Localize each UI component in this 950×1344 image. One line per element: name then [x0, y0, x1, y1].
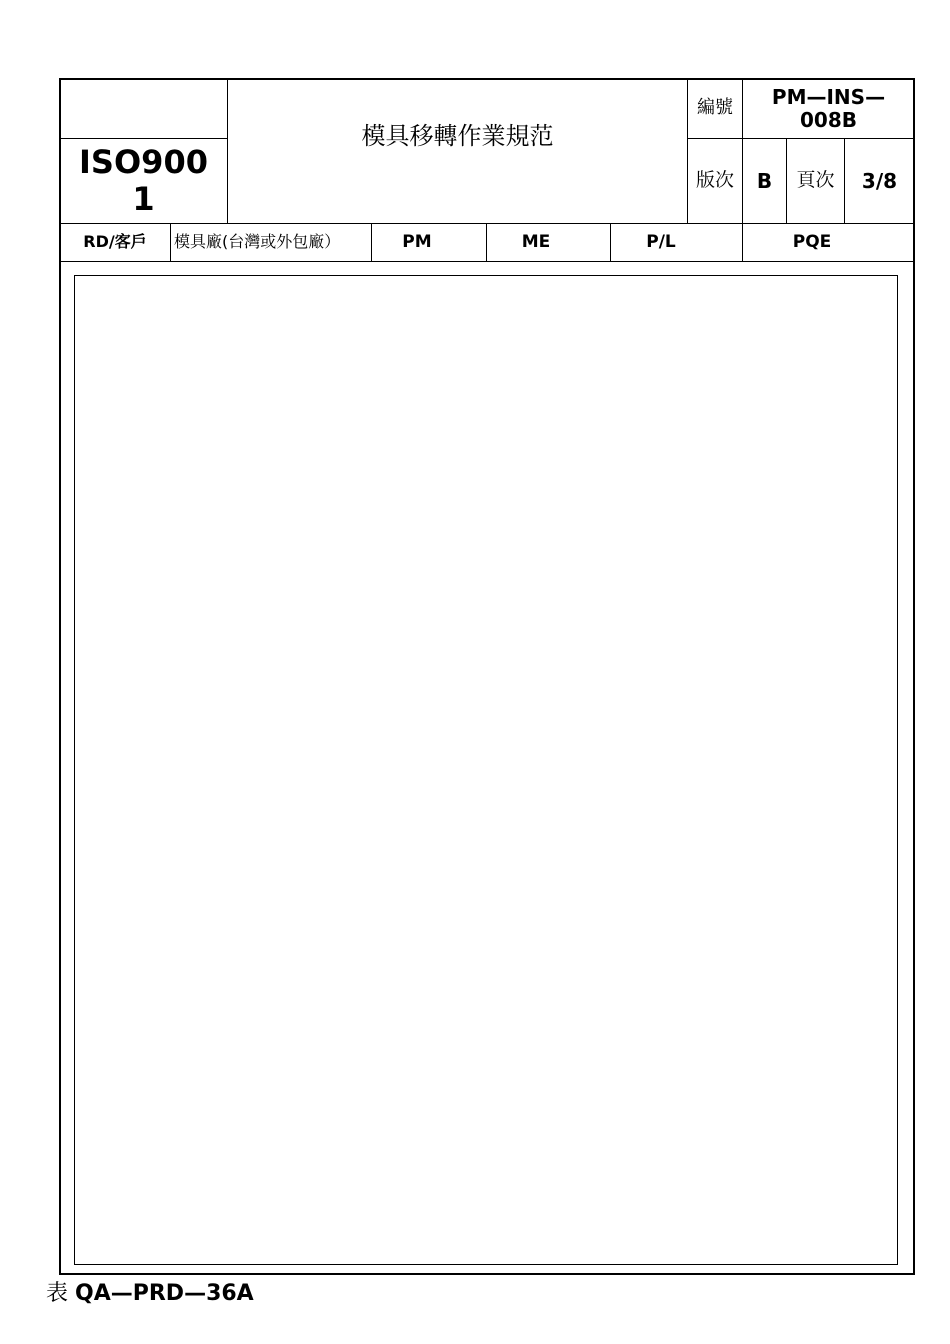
- form-code: QA—PRD—36A: [75, 1281, 254, 1306]
- dept-rd-customer: RD/客戶: [83, 232, 147, 252]
- iso-standard-text: ISO9001: [79, 143, 208, 218]
- document-title: [228, 79, 687, 195]
- divider: [60, 261, 914, 262]
- dept-pm: PM: [402, 231, 432, 252]
- iso-standard: [60, 139, 227, 223]
- page-label: 頁次: [796, 169, 835, 192]
- form-code-footer: [46, 1276, 254, 1307]
- form-prefix: 表: [46, 1281, 69, 1306]
- doc-no-value: PM—INS—008B: [771, 84, 886, 132]
- page-value: 3/8: [861, 168, 898, 193]
- dept-pl: P/L: [646, 231, 676, 252]
- flowchart-area: [74, 275, 898, 1265]
- dept-mold-factory: 模具廠(台灣或外包廠）: [174, 232, 341, 252]
- version-label: 版次: [695, 169, 734, 192]
- dept-me: ME: [521, 231, 551, 252]
- dept-pqe: PQE: [792, 231, 832, 252]
- version-value: B: [756, 168, 773, 193]
- doc-no-label: 編號: [697, 97, 733, 119]
- document-title-text: 模具移轉作業規范: [361, 122, 554, 151]
